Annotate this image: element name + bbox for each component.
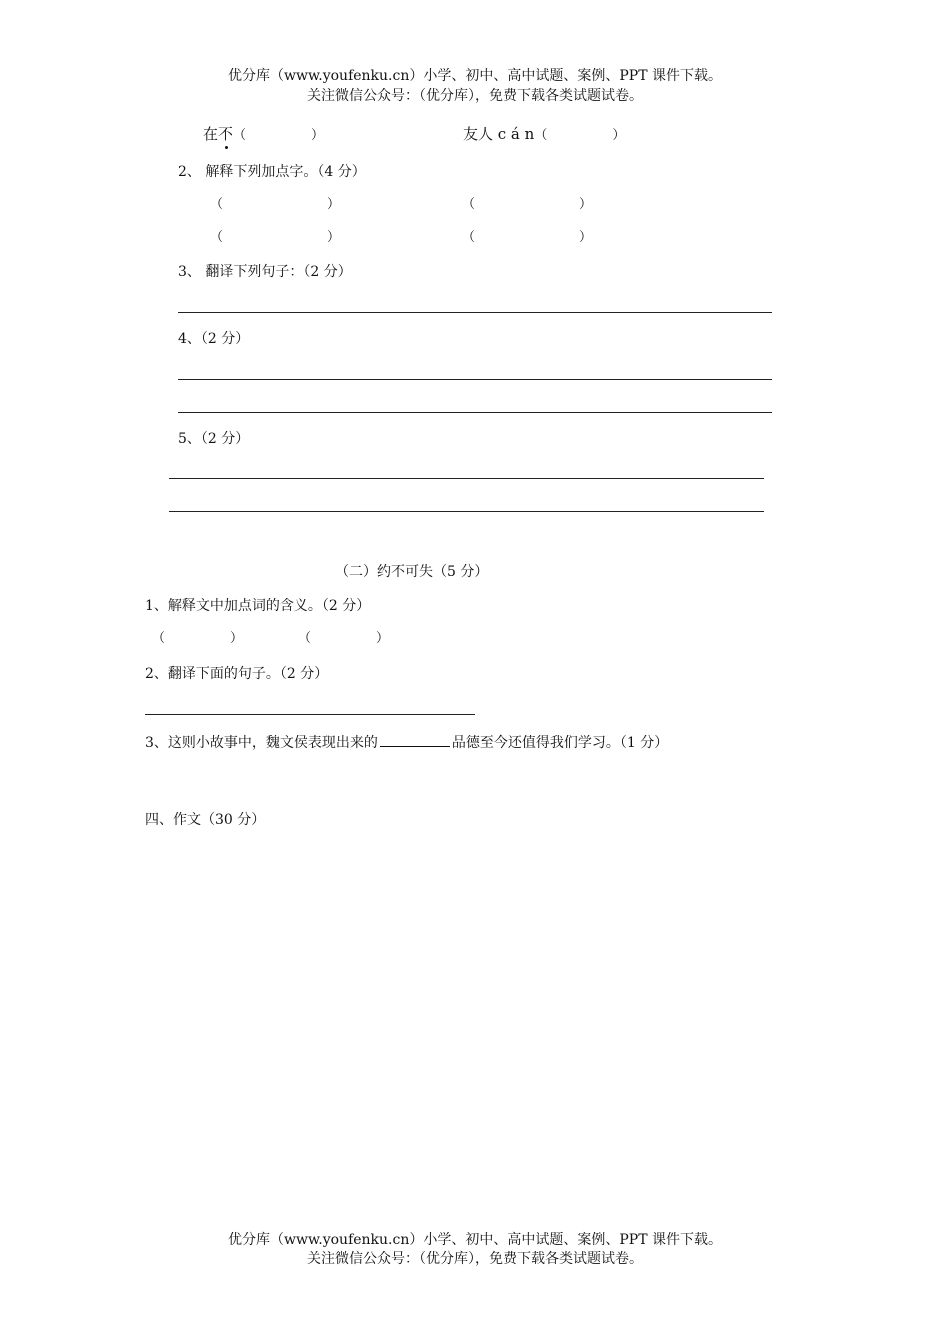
header-line-2: 关注微信公众号：（优分库），免费下载各类试题试卷。 [307,88,643,104]
answer-blank[interactable]: （ ） [298,631,390,646]
answer-blank[interactable]: （ ） [210,197,341,212]
answer-blank[interactable]: （ ） [152,631,244,646]
question-2-label: 2、 解释下列加点字。（4 分） [178,164,366,180]
answer-blank[interactable]: （ ） [210,230,341,245]
section-2-question-3 [145,732,668,753]
answer-line[interactable] [145,714,475,715]
answer-line[interactable] [178,379,772,380]
section-2-question-2-label: 2、翻译下面的句子。（2 分） [145,666,329,682]
question-5-label: 5、（2 分） [178,431,250,447]
answer-line[interactable] [169,478,764,479]
row-right-text: 友人 c á n [463,125,535,143]
answer-blank[interactable]: （ ） [534,128,626,143]
answer-blank[interactable]: （ ） [233,128,325,143]
answer-line[interactable] [178,312,772,313]
question-4-label: 4、（2 分） [178,331,250,347]
answer-line[interactable] [169,511,764,512]
question-3-label: 3、 翻译下列句子：（2 分） [178,264,352,280]
answer-blank[interactable]: （ ） [462,230,593,245]
pinyin-row-left [203,124,324,145]
section-2-title: （二）约不可失（5 分） [335,564,489,580]
row-left-prefix: 在 [203,125,219,143]
essay-section-title: 四、作文（30 分） [145,812,266,828]
answer-line[interactable] [178,412,772,413]
header-line-1: 优分库（www.youfenku.cn）小学、初中、高中试题、案例、PPT 课件下载。 [227,68,722,84]
footer-line-1: 优分库（www.youfenku.cn）小学、初中、高中试题、案例、PPT 课件下载。 [227,1232,722,1248]
pinyin-row-right [463,124,625,145]
section-2-question-1-label: 1、解释文中加点词的含义。（2 分） [145,598,371,614]
question-3-suffix: 品德至今还值得我们学习。（1 分） [451,735,669,751]
dotted-character: 不 [218,125,234,143]
fill-in-blank[interactable] [380,732,450,747]
question-3-prefix: 3、这则小故事中，魏文侯表现出来的 [145,735,378,751]
footer-line-2: 关注微信公众号：（优分库），免费下载各类试题试卷。 [307,1251,643,1267]
answer-blank[interactable]: （ ） [462,197,593,212]
